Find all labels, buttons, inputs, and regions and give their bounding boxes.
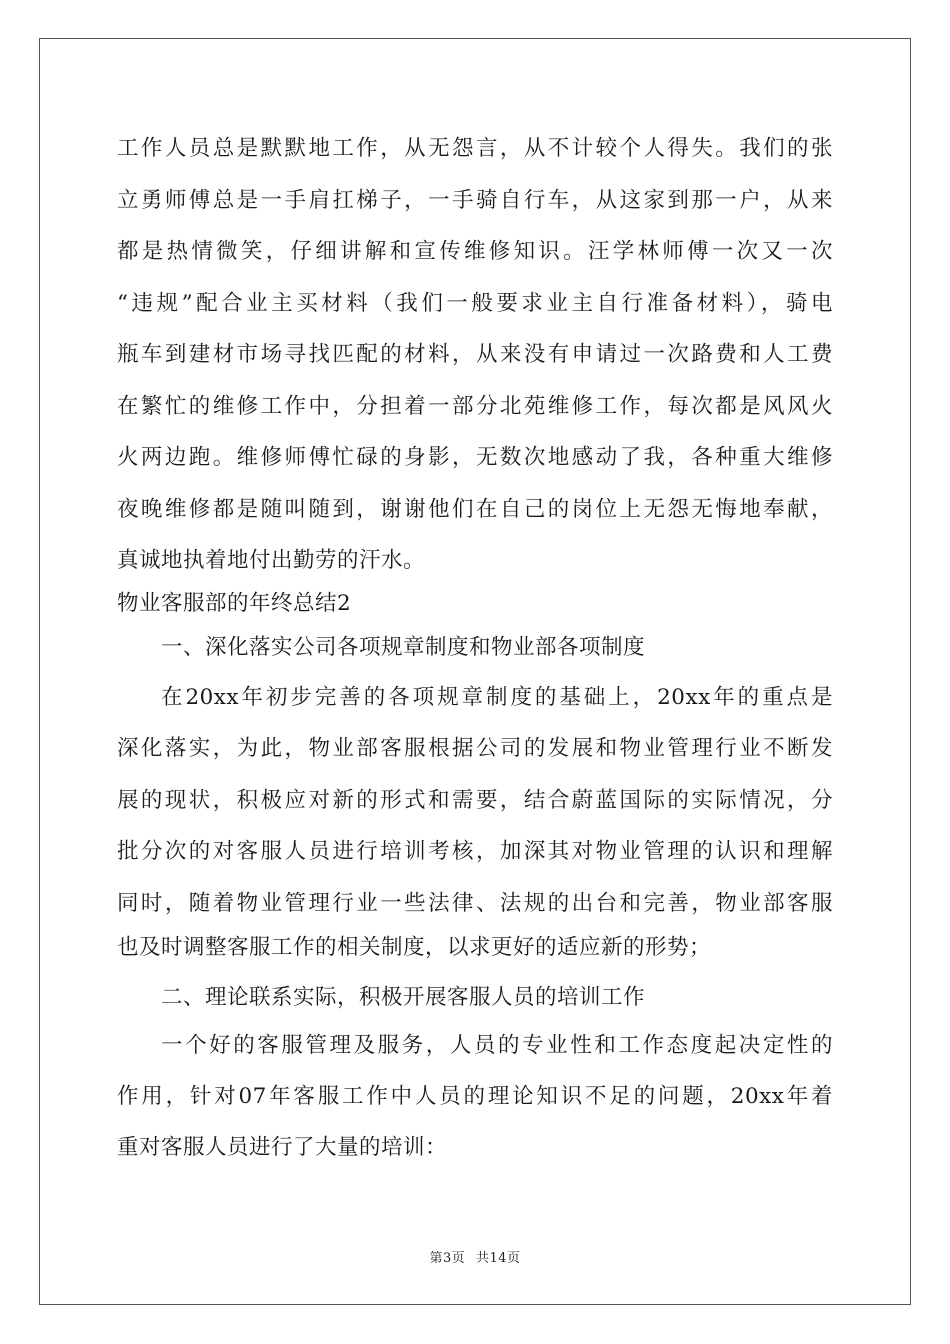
paragraph-line: “违规”配合业主买材料（我们一般要求业主自行准备材料），骑电 xyxy=(117,291,833,316)
paragraph-line: 工作人员总是默默地工作，从无怨言，从不计较个人得失。我们的张 xyxy=(117,136,833,161)
paragraph-line: 批分次的对客服人员进行培训考核，加深其对物业管理的认识和理解 xyxy=(117,839,833,864)
paragraph-line: 在繁忙的维修工作中，分担着一部分北苑维修工作，每次都是风风火 xyxy=(117,394,833,419)
page-number: 第3页 xyxy=(429,1251,466,1266)
section-heading: 一、深化落实公司各项规章制度和物业部各项制度 xyxy=(161,635,646,660)
paragraph-line: 深化落实，为此，物业部客服根据公司的发展和物业管理行业不断发 xyxy=(117,736,833,761)
paragraph-line: 在20xx年初步完善的各项规章制度的基础上，20xx年的重点是 xyxy=(161,685,833,710)
paragraph-line: 瓶车到建材市场寻找匹配的材料，从来没有申请过一次路费和人工费 xyxy=(117,342,833,367)
section-heading: 二、理论联系实际，积极开展客服人员的培训工作 xyxy=(161,985,646,1010)
paragraph-line: 也及时调整客服工作的相关制度，以求更好的适应新的形势； xyxy=(117,935,712,960)
page-footer xyxy=(0,1247,950,1266)
paragraph-line: 重对客服人员进行了大量的培训： xyxy=(117,1135,448,1160)
paragraph-line: 作用，针对07年客服工作中人员的理论知识不足的问题，20xx年着 xyxy=(117,1084,833,1109)
paragraph-line: 真诚地执着地付出勤劳的汗水。 xyxy=(117,548,426,573)
paragraph-line: 夜晚维修都是随叫随到，谢谢他们在自己的岗位上无怨无悔地奉献， xyxy=(117,497,833,522)
paragraph-line: 同时，随着物业管理行业一些法律、法规的出台和完善，物业部客服 xyxy=(117,891,833,916)
paragraph-line: 火两边跑。维修师傅忙碌的身影，无数次地感动了我，各种重大维修 xyxy=(117,445,833,470)
page-border xyxy=(39,38,911,1305)
paragraph-line: 都是热情微笑，仔细讲解和宣传维修知识。汪学林师傅一次又一次 xyxy=(117,239,833,264)
paragraph-line: 展的现状，积极应对新的形式和需要，结合蔚蓝国际的实际情况，分 xyxy=(117,788,833,813)
page-total: 共14页 xyxy=(475,1251,521,1266)
paragraph-line: 立勇师傅总是一手肩扛梯子，一手骑自行车，从这家到那一户，从来 xyxy=(117,188,833,213)
paragraph-line: 一个好的客服管理及服务，人员的专业性和工作态度起决定性的 xyxy=(161,1033,833,1058)
section-title: 物业客服部的年终总结2 xyxy=(117,591,352,616)
